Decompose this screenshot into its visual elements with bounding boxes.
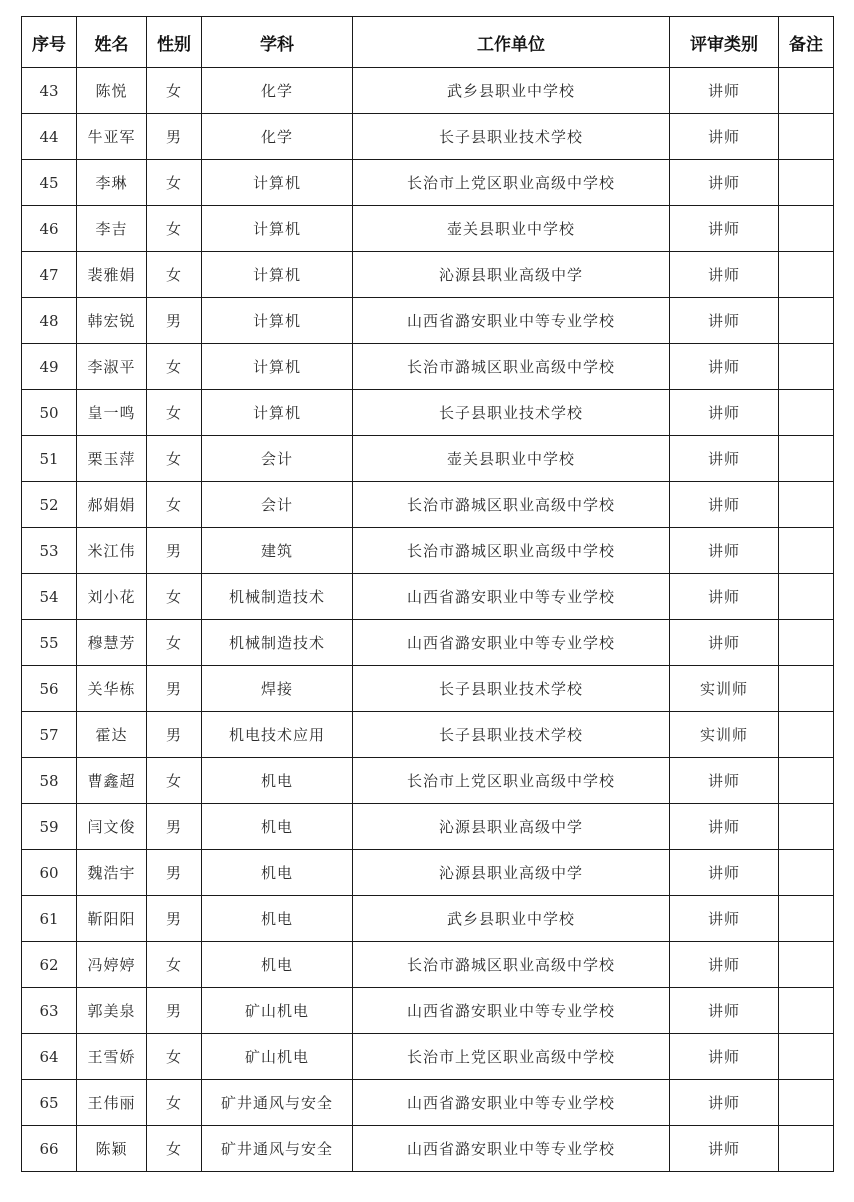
cell-no: 55 — [22, 620, 77, 666]
cell-no: 63 — [22, 988, 77, 1034]
cell-unit: 长子县职业技术学校 — [353, 666, 670, 712]
cell-note — [779, 712, 834, 758]
cell-subject: 机电 — [202, 804, 353, 850]
cell-gender: 男 — [147, 666, 202, 712]
table-row — [22, 1080, 834, 1126]
cell-unit: 长治市潞城区职业高级中学校 — [353, 482, 670, 528]
cell-no: 60 — [22, 850, 77, 896]
cell-name: 李吉 — [77, 206, 147, 252]
cell-type: 讲师 — [670, 252, 779, 298]
cell-type: 讲师 — [670, 896, 779, 942]
table-row — [22, 206, 834, 252]
table-row — [22, 804, 834, 850]
cell-name: 米江伟 — [77, 528, 147, 574]
cell-name: 陈悦 — [77, 68, 147, 114]
cell-subject: 化学 — [202, 68, 353, 114]
cell-type: 讲师 — [670, 942, 779, 988]
cell-name: 关华栋 — [77, 666, 147, 712]
cell-unit: 长治市上党区职业高级中学校 — [353, 758, 670, 804]
cell-note — [779, 436, 834, 482]
table-row — [22, 390, 834, 436]
cell-unit: 武乡县职业中学校 — [353, 896, 670, 942]
cell-note — [779, 850, 834, 896]
cell-unit: 长治市潞城区职业高级中学校 — [353, 528, 670, 574]
cell-subject: 矿井通风与安全 — [202, 1080, 353, 1126]
cell-type: 讲师 — [670, 1126, 779, 1172]
cell-note — [779, 988, 834, 1034]
cell-unit: 长子县职业技术学校 — [353, 114, 670, 160]
table-row — [22, 68, 834, 114]
header-unit: 工作单位 — [353, 17, 670, 68]
cell-note — [779, 160, 834, 206]
cell-no: 66 — [22, 1126, 77, 1172]
cell-unit: 沁源县职业高级中学 — [353, 252, 670, 298]
cell-note — [779, 1080, 834, 1126]
cell-no: 62 — [22, 942, 77, 988]
header-subject: 学科 — [202, 17, 353, 68]
cell-no: 49 — [22, 344, 77, 390]
document-sheet — [21, 16, 833, 1172]
table-row — [22, 1126, 834, 1172]
cell-gender: 男 — [147, 712, 202, 758]
cell-gender: 男 — [147, 850, 202, 896]
cell-name: 栗玉萍 — [77, 436, 147, 482]
cell-type: 讲师 — [670, 436, 779, 482]
cell-name: 韩宏锐 — [77, 298, 147, 344]
cell-unit: 山西省潞安职业中等专业学校 — [353, 620, 670, 666]
cell-gender: 女 — [147, 482, 202, 528]
cell-type: 讲师 — [670, 804, 779, 850]
cell-name: 陈颖 — [77, 1126, 147, 1172]
cell-type: 讲师 — [670, 68, 779, 114]
cell-no: 57 — [22, 712, 77, 758]
cell-unit: 长治市潞城区职业高级中学校 — [353, 942, 670, 988]
table-row — [22, 436, 834, 482]
cell-name: 魏浩宇 — [77, 850, 147, 896]
cell-no: 46 — [22, 206, 77, 252]
cell-unit: 长子县职业技术学校 — [353, 390, 670, 436]
cell-note — [779, 528, 834, 574]
cell-subject: 矿山机电 — [202, 1034, 353, 1080]
cell-type: 讲师 — [670, 114, 779, 160]
cell-subject: 建筑 — [202, 528, 353, 574]
cell-type: 讲师 — [670, 344, 779, 390]
cell-type: 讲师 — [670, 574, 779, 620]
header-type: 评审类别 — [670, 17, 779, 68]
cell-type: 讲师 — [670, 160, 779, 206]
cell-subject: 矿山机电 — [202, 988, 353, 1034]
table-row — [22, 298, 834, 344]
cell-unit: 山西省潞安职业中等专业学校 — [353, 1126, 670, 1172]
cell-unit: 武乡县职业中学校 — [353, 68, 670, 114]
cell-note — [779, 620, 834, 666]
cell-name: 郝娟娟 — [77, 482, 147, 528]
cell-gender: 女 — [147, 1080, 202, 1126]
cell-unit: 长子县职业技术学校 — [353, 712, 670, 758]
cell-gender: 男 — [147, 528, 202, 574]
cell-subject: 会计 — [202, 436, 353, 482]
cell-subject: 机械制造技术 — [202, 574, 353, 620]
table-row — [22, 482, 834, 528]
table-row — [22, 114, 834, 160]
cell-no: 56 — [22, 666, 77, 712]
cell-type: 讲师 — [670, 988, 779, 1034]
cell-gender: 女 — [147, 390, 202, 436]
table-row — [22, 942, 834, 988]
cell-name: 王雪娇 — [77, 1034, 147, 1080]
cell-no: 58 — [22, 758, 77, 804]
cell-note — [779, 804, 834, 850]
table-row — [22, 988, 834, 1034]
cell-gender: 女 — [147, 942, 202, 988]
cell-unit: 沁源县职业高级中学 — [353, 850, 670, 896]
cell-type: 讲师 — [670, 528, 779, 574]
cell-subject: 机电 — [202, 758, 353, 804]
cell-no: 43 — [22, 68, 77, 114]
cell-name: 李淑平 — [77, 344, 147, 390]
table-row — [22, 758, 834, 804]
table-row — [22, 666, 834, 712]
cell-unit: 壶关县职业中学校 — [353, 206, 670, 252]
table-row — [22, 850, 834, 896]
cell-gender: 女 — [147, 206, 202, 252]
table-row — [22, 160, 834, 206]
cell-no: 61 — [22, 896, 77, 942]
cell-unit: 长治市上党区职业高级中学校 — [353, 1034, 670, 1080]
cell-type: 实训师 — [670, 712, 779, 758]
cell-name: 裴雅娟 — [77, 252, 147, 298]
cell-type: 讲师 — [670, 1080, 779, 1126]
cell-gender: 女 — [147, 252, 202, 298]
cell-note — [779, 896, 834, 942]
cell-note — [779, 298, 834, 344]
cell-subject: 计算机 — [202, 344, 353, 390]
cell-no: 53 — [22, 528, 77, 574]
cell-gender: 男 — [147, 896, 202, 942]
cell-note — [779, 390, 834, 436]
cell-note — [779, 482, 834, 528]
cell-unit: 山西省潞安职业中等专业学校 — [353, 1080, 670, 1126]
table-header — [22, 17, 834, 68]
cell-gender: 女 — [147, 1034, 202, 1080]
cell-unit: 壶关县职业中学校 — [353, 436, 670, 482]
cell-note — [779, 68, 834, 114]
cell-type: 实训师 — [670, 666, 779, 712]
cell-note — [779, 114, 834, 160]
cell-name: 穆慧芳 — [77, 620, 147, 666]
cell-note — [779, 252, 834, 298]
table-row — [22, 712, 834, 758]
cell-no: 47 — [22, 252, 77, 298]
cell-subject: 机电技术应用 — [202, 712, 353, 758]
cell-type: 讲师 — [670, 850, 779, 896]
cell-subject: 会计 — [202, 482, 353, 528]
header-name: 姓名 — [77, 17, 147, 68]
cell-no: 50 — [22, 390, 77, 436]
cell-unit: 山西省潞安职业中等专业学校 — [353, 574, 670, 620]
table-row — [22, 620, 834, 666]
cell-type: 讲师 — [670, 298, 779, 344]
table-row — [22, 896, 834, 942]
cell-subject: 机电 — [202, 850, 353, 896]
cell-gender: 女 — [147, 344, 202, 390]
cell-gender: 女 — [147, 1126, 202, 1172]
cell-name: 闫文俊 — [77, 804, 147, 850]
cell-unit: 山西省潞安职业中等专业学校 — [353, 988, 670, 1034]
cell-gender: 女 — [147, 574, 202, 620]
cell-note — [779, 344, 834, 390]
cell-no: 65 — [22, 1080, 77, 1126]
cell-no: 54 — [22, 574, 77, 620]
cell-unit: 沁源县职业高级中学 — [353, 804, 670, 850]
cell-name: 李琳 — [77, 160, 147, 206]
cell-subject: 机械制造技术 — [202, 620, 353, 666]
cell-note — [779, 1034, 834, 1080]
cell-name: 刘小花 — [77, 574, 147, 620]
cell-name: 王伟丽 — [77, 1080, 147, 1126]
cell-no: 64 — [22, 1034, 77, 1080]
cell-subject: 计算机 — [202, 206, 353, 252]
cell-type: 讲师 — [670, 1034, 779, 1080]
cell-no: 52 — [22, 482, 77, 528]
cell-subject: 焊接 — [202, 666, 353, 712]
cell-type: 讲师 — [670, 620, 779, 666]
cell-subject: 矿井通风与安全 — [202, 1126, 353, 1172]
cell-subject: 机电 — [202, 896, 353, 942]
cell-name: 郭美泉 — [77, 988, 147, 1034]
cell-note — [779, 942, 834, 988]
cell-note — [779, 574, 834, 620]
cell-gender: 女 — [147, 160, 202, 206]
cell-name: 靳阳阳 — [77, 896, 147, 942]
cell-no: 44 — [22, 114, 77, 160]
cell-unit: 山西省潞安职业中等专业学校 — [353, 298, 670, 344]
cell-subject: 化学 — [202, 114, 353, 160]
cell-name: 冯婷婷 — [77, 942, 147, 988]
cell-gender: 男 — [147, 804, 202, 850]
cell-unit: 长治市潞城区职业高级中学校 — [353, 344, 670, 390]
table-body — [22, 68, 834, 1172]
table-row — [22, 528, 834, 574]
header-gender: 性别 — [147, 17, 202, 68]
cell-no: 59 — [22, 804, 77, 850]
cell-note — [779, 1126, 834, 1172]
cell-type: 讲师 — [670, 482, 779, 528]
cell-subject: 计算机 — [202, 252, 353, 298]
cell-subject: 计算机 — [202, 390, 353, 436]
cell-subject: 计算机 — [202, 160, 353, 206]
cell-no: 48 — [22, 298, 77, 344]
header-row — [22, 17, 834, 68]
cell-gender: 男 — [147, 114, 202, 160]
cell-gender: 女 — [147, 758, 202, 804]
cell-name: 牛亚军 — [77, 114, 147, 160]
header-no: 序号 — [22, 17, 77, 68]
cell-no: 45 — [22, 160, 77, 206]
cell-subject: 机电 — [202, 942, 353, 988]
header-note: 备注 — [779, 17, 834, 68]
cell-name: 霍达 — [77, 712, 147, 758]
cell-note — [779, 206, 834, 252]
cell-type: 讲师 — [670, 206, 779, 252]
cell-note — [779, 666, 834, 712]
table-row — [22, 252, 834, 298]
cell-gender: 男 — [147, 298, 202, 344]
cell-gender: 女 — [147, 620, 202, 666]
table-row — [22, 1034, 834, 1080]
cell-no: 51 — [22, 436, 77, 482]
cell-unit: 长治市上党区职业高级中学校 — [353, 160, 670, 206]
cell-type: 讲师 — [670, 390, 779, 436]
table-row — [22, 344, 834, 390]
cell-note — [779, 758, 834, 804]
cell-gender: 女 — [147, 436, 202, 482]
table-row — [22, 574, 834, 620]
cell-gender: 男 — [147, 988, 202, 1034]
cell-name: 皇一鸣 — [77, 390, 147, 436]
cell-gender: 女 — [147, 68, 202, 114]
cell-subject: 计算机 — [202, 298, 353, 344]
roster-table — [21, 16, 834, 1172]
cell-type: 讲师 — [670, 758, 779, 804]
cell-name: 曹鑫超 — [77, 758, 147, 804]
